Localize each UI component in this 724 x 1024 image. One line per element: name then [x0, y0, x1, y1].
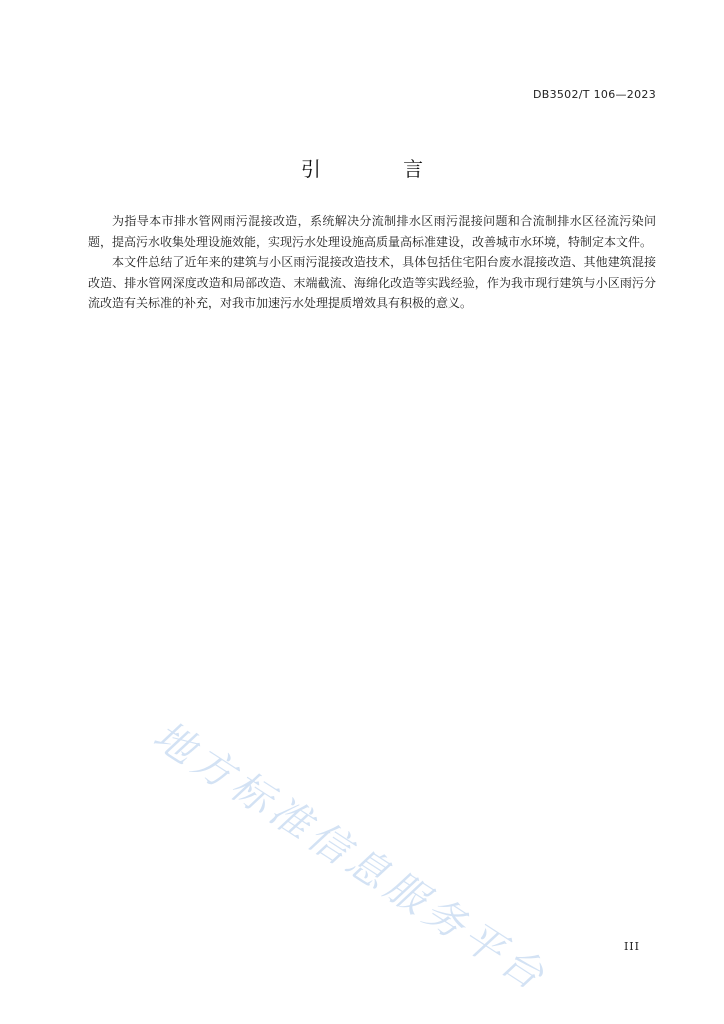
body-text	[88, 211, 656, 314]
page-number: III	[623, 940, 640, 953]
section-title: 引 言	[300, 157, 462, 181]
watermark: 地方标准信息服务平台	[145, 712, 556, 1002]
paragraph-1: 为指导本市排水管网雨污混接改造，系统解决分流制排水区雨污混接问题和合流制排水区径流污染问题，提高污水收集处理设施效能，实现污水处理设施高质量高标准建设，改善城市水环境，特制定本文件。	[88, 214, 656, 249]
document-code: DB3502/T 106—2023	[532, 88, 656, 101]
paragraph-2: 本文件总结了近年来的建筑与小区雨污混接改造技术，具体包括住宅阳台废水混接改造、其他建筑混接改造、排水管网深度改造和局部改造、末端截流、海绵化改造等实践经验，作为我市现行建筑与小区雨污分流改造有关标准的补充，对我市加速污水处理提质增效具有积极的意义。	[88, 255, 656, 310]
